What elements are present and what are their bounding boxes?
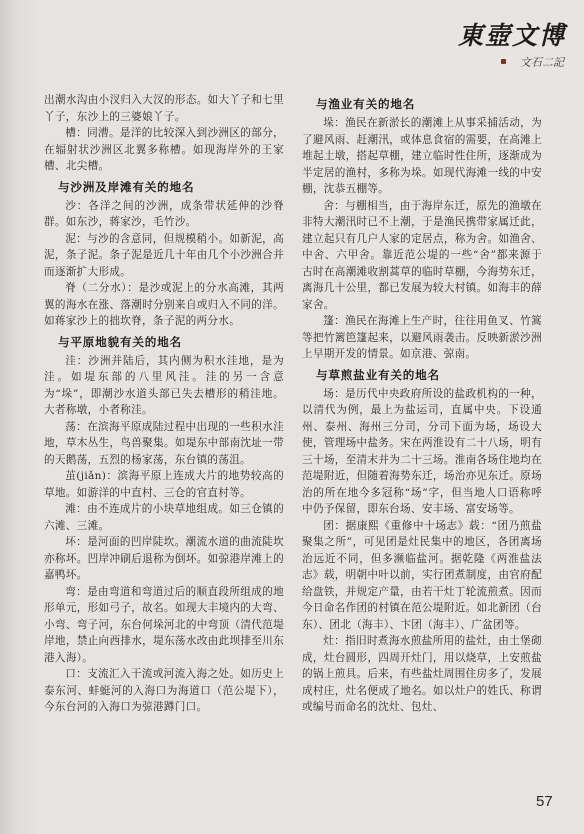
section-heading: 与草煎盐业有关的地名	[316, 367, 440, 382]
section-heading: 与沙洲及岸滩有关的地名	[58, 179, 195, 194]
paragraph: 槽：同漕。是洋的比较深入到沙洲区的部分，在辐射状沙洲区北翼多称槽。如现海岸外的王家槽、北尖槽。	[44, 127, 284, 172]
left-column	[44, 92, 284, 716]
page-number: 57	[536, 793, 553, 810]
paragraph: 灶：指旧时煮海水煎盐所用的盐灶，由土堡砌成，灶台圆形，四周开灶门，用以烧草，上安煎盐的锅上煎具。后来，有些盐灶周围住房多了，发展成村庄，灶名便成了地名。如以灶户的姓氏、称谓或编号而命名的沈灶、包灶、	[302, 635, 542, 713]
paragraph: 垛：渔民在新淤长的潮滩上从事采捕活动，为了避风雨、赶潮汛，或体息食宿的需要，在高滩上堆起土墩，搭起草棚，建立临时性住所，逐渐成为半定居的渔村，多称为垛。如现代海滩一线的中安棚，沈恭五棚等。	[302, 117, 542, 195]
paragraph: 脊（二分水）：是沙或泥上的分水高滩，其两翼的海水在涨、落潮时分别来自或归入不同的洋。如蒋家沙上的拙坎脊，条子泥的两分水。	[44, 282, 284, 327]
paragraph: 泥：与沙的含意同，但规模稍小。如新泥，高泥，条子泥。条子泥是近几十年由几个小沙洲合并而逐渐扩大形成。	[44, 232, 284, 278]
section-heading: 与平原地貌有关的地名	[58, 334, 182, 349]
masthead	[406, 12, 566, 72]
paragraph: 滩：由不连成片的小块草地组成。如三仓镇的六滩、三滩。	[44, 503, 284, 532]
paragraph: 弯：是由弯道和弯道过后的顺直段所组成的地形单元，形如弓子，故名。如现大丰境内的大弯、小弯、弯子河，东台何垛河北的中弯顶（清代范堤岸地，禁止向西排水，堤东荡水改由此坝排至川东港入海）。	[44, 585, 284, 664]
masthead-signature: 文石二記	[520, 56, 564, 69]
section-heading: 与渔业有关的地名	[316, 97, 416, 111]
paragraph: 团：据康熙《重修中十场志》载：“团乃煎盐聚集之所”，可见团是灶民集中的地区，各团离场治远近不同，但多濒临盐河。据乾隆《两淮盐法志》载，明朝中叶以前，实行团煮制度，由官府配给盘铁，并规定产量，由若干灶丁轮流煎煮。因而今日命名作团的村镇在范公堤附近。如北新团（台东）、团北（海丰）、卞团（海丰）、广盆团等。	[302, 519, 542, 631]
masthead-title: 東壺文博	[457, 21, 566, 50]
paragraph: 荡：在滨海平原成陆过程中出现的一些积水洼地，草木丛生，鸟兽聚集。如堤东中部南沈址一带的天鹅荡，五烈的杨家荡，东台镇的荡沮。	[44, 420, 284, 466]
paragraph: 篷：渔民在海滩上生产时，往往用鱼叉、竹篙等把竹篱笆篷起来，以避风雨袭击。反映新淤沙洲上早期开发的情景。如京港、弶南。	[302, 315, 542, 360]
paragraph: 洼：沙洲并陆后，其内侧为积水洼地，是为洼。如堤东部的八里风洼。洼的另一含意为“垛”，即潮沙水道头部已失去槽形的稍洼地。大者称墩，小者称洼。	[44, 354, 284, 416]
red-seal-icon	[501, 59, 506, 64]
paragraph: 沙：各洋之间的沙洲，成条带状延伸的沙脊群。如东沙，蒋家沙，毛竹沙。	[44, 199, 284, 228]
paragraph: 场：是历代中央政府所设的盐政机构的一种，以清代为例，最上为盐运司，直属中央。下设通州、泰州、海州三分司，分司下面为场，场设大使，管理场中盐务。宋在两淮设有二十八场，明有三十场，至清末并为二十三场。淮南各场住地均在范堤附近，但随着海势东迁，场治亦见东迁。原场治的所在地今多冠称“场”字，但当地人口语称呼中仍予保留，即东台场、安丰场、富安场等。	[302, 387, 542, 515]
paragraph: 舍：与棚相当，由于海岸东迁，原先的渔墩在非特大潮汛时已不上潮，于是渔民携带家属迁此，建立起只有几户人家的定居点，称为舍。如渔舍、中舍、六甲舍。靠近范公堤的一些“舍”都来源于古时在高潮滩收割蒿草的临时草棚，今海势东迁，离海几十公里，都已发展为较大村镇。如海丰的薛家舍。	[302, 199, 542, 311]
paragraph: 口：支流汇入干流或河流入海之处。如历史上泰东河、蚌蜓河的入海口为海道口（范公堤下），今东台河的入海口为弶港蹲门口。	[44, 668, 284, 713]
right-column	[302, 92, 542, 716]
paragraph: 茧(jiǎn)：滨海平原上连成大片的地势较高的草地。如游洋的中直村、三仓的官直村等。	[44, 470, 284, 499]
paragraph: 出潮水沟由小汊归入大汊的形态。如大丫子和七里丫子，东沙上的三婆娘丫子。	[44, 94, 284, 123]
paragraph: 坏：是河面的凹岸陡坎。潮流水道的曲流陡坎亦称坏。凹岸冲刷后退称为倒坏。如弶港岸滩上的嘉鸭坏。	[44, 536, 284, 581]
